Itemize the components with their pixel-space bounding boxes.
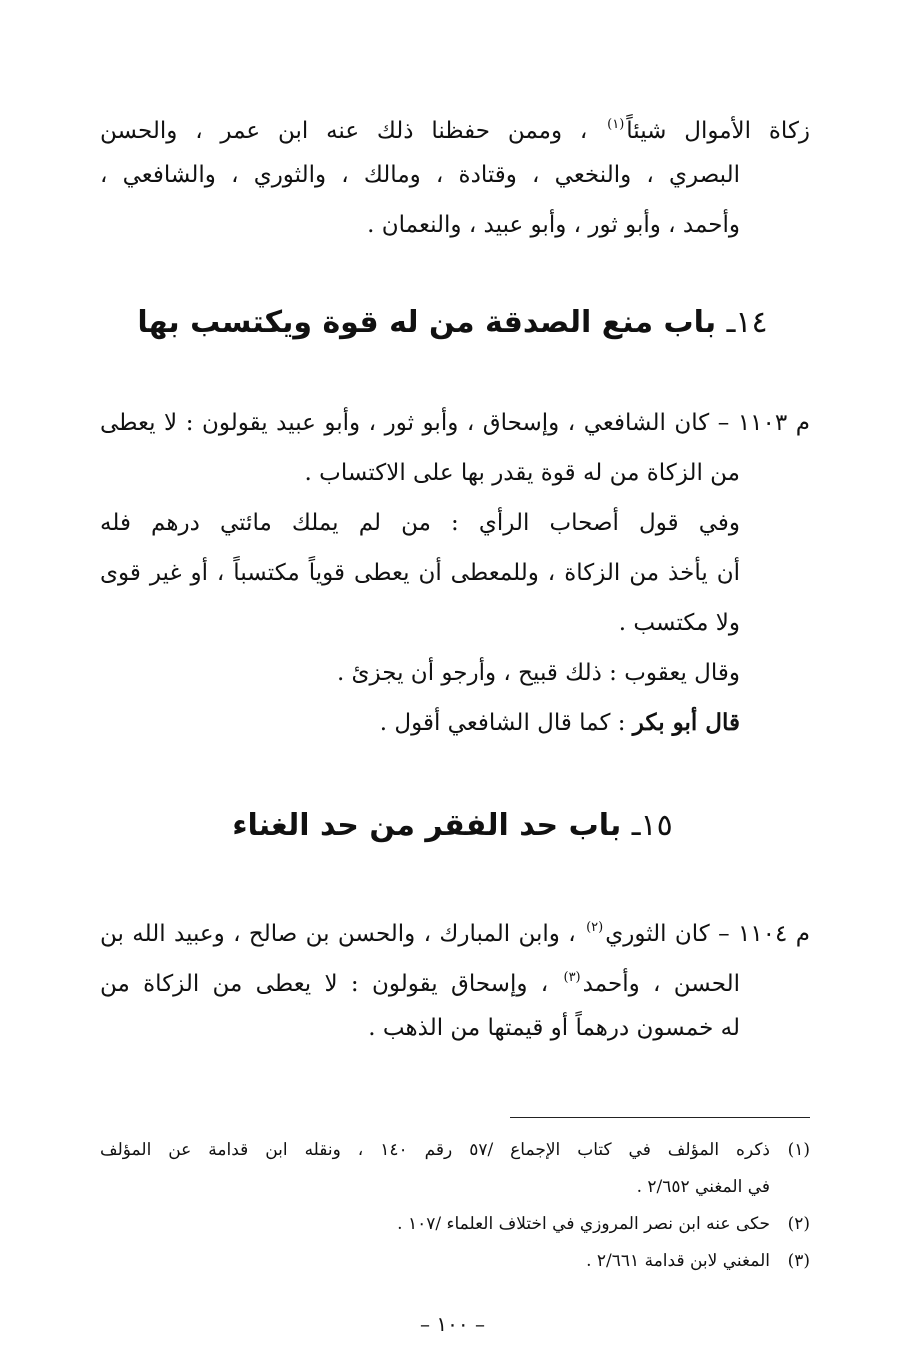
- footnote-ref-3[interactable]: (٣): [563, 970, 581, 985]
- p1103-line-5: ولا مكتسب .: [618, 610, 740, 636]
- p1104-label: م ١١٠٤ –: [718, 921, 810, 947]
- page-number: – ١٠٠ –: [420, 1312, 485, 1336]
- section-heading-14: [0, 305, 905, 340]
- footnote-3-text: المغني لابن قدامة ٢/٦٦١ .: [586, 1251, 770, 1271]
- section-title-15: باب حد الفقر من حد الغناء: [232, 808, 622, 843]
- footnote-2-text: حكى عنه ابن نصر المروزي في اختلاف العلماء /١٠٧ .: [397, 1214, 770, 1234]
- footnote-ref-2[interactable]: (٢): [586, 920, 604, 935]
- p1103-line-7: [100, 698, 810, 748]
- p1103-label: م ١١٠٣ –: [717, 410, 811, 436]
- p1104-line-1: [100, 903, 810, 953]
- section-number-15: ١٥ـ: [631, 808, 673, 843]
- section-number-14: ١٤ـ: [726, 305, 768, 340]
- footnote-1: [100, 1132, 810, 1169]
- footnote-1-continuation: في المغني ٢/٦٥٢ .: [636, 1177, 770, 1197]
- section-heading-15: [0, 808, 905, 843]
- paragraph-1104: [100, 903, 810, 1053]
- footnote-3: [100, 1243, 810, 1280]
- section-title-14: باب منع الصدقة من له قوة ويكتسب بها: [137, 305, 717, 340]
- intro-line-3: وأحمد ، وأبو ثور ، وأبو عبيد ، والنعمان .: [367, 212, 740, 238]
- p1104-line-2: [100, 953, 810, 1003]
- intro-line-1: [100, 100, 810, 150]
- p1103-line-1-text: كان الشافعي ، وإسحاق ، وأبو ثور ، وأبو عبيد يقولون : لا يعطى: [100, 410, 710, 436]
- footnote-separator: [510, 1117, 810, 1118]
- footnote-3-number: (٣): [787, 1251, 810, 1271]
- p1103-line-1: [100, 398, 810, 448]
- p1104-line-2-a: الحسن ، وأحمد: [582, 971, 741, 997]
- paragraph-1103: [100, 398, 810, 748]
- footnote-1-text: ذكره المؤلف في كتاب الإجماع /٥٧ رقم ١٤٠ ، ونقله ابن قدامة عن المؤلف: [100, 1140, 770, 1160]
- footnote-2: [100, 1206, 810, 1243]
- footnote-ref-1[interactable]: (١): [607, 117, 625, 132]
- footnote-2-number: (٢): [787, 1214, 810, 1234]
- abu-bakr-label: قال أبو بكر: [632, 709, 740, 736]
- intro-line-2: البصري ، والنخعي ، وقتادة ، ومالك ، والثوري ، والشافعي ،: [100, 162, 740, 188]
- p1103-line-2: من الزكاة من له قوة يقدر بها على الاكتساب .: [304, 460, 740, 486]
- footnotes: [100, 1132, 810, 1280]
- footnote-1-number: (١): [787, 1140, 810, 1160]
- p1104-line-1-a: كان الثوري: [605, 921, 710, 947]
- p1103-line-4: أن يأخذ من الزكاة ، وللمعطى أن يعطى قوياً مكتسباً ، أو غير قوى: [100, 560, 740, 586]
- p1103-line-6: وقال يعقوب : ذلك قبيح ، وأرجو أن يجزئ .: [336, 660, 740, 686]
- intro-line-1-text: زكاة الأموال شيئاً: [626, 118, 810, 144]
- p1104-line-2-b: ، وإسحاق يقولون : لا يعطى من الزكاة من: [100, 971, 549, 997]
- intro-line-1-tail: ، وممن حفظنا ذلك عنه ابن عمر ، والحسن: [100, 118, 588, 144]
- p1103-line-3: وفي قول أصحاب الرأي : من لم يملك مائتي درهم فله: [100, 510, 740, 536]
- intro-paragraph: [100, 100, 810, 250]
- p1104-line-3: له خمسون درهماً أو قيمتها من الذهب .: [368, 1015, 740, 1041]
- p1104-line-1-b: ، وابن المبارك ، والحسن بن صالح ، وعبيد الله بن: [100, 921, 576, 947]
- abu-bakr-text: : كما قال الشافعي أقول .: [379, 710, 626, 736]
